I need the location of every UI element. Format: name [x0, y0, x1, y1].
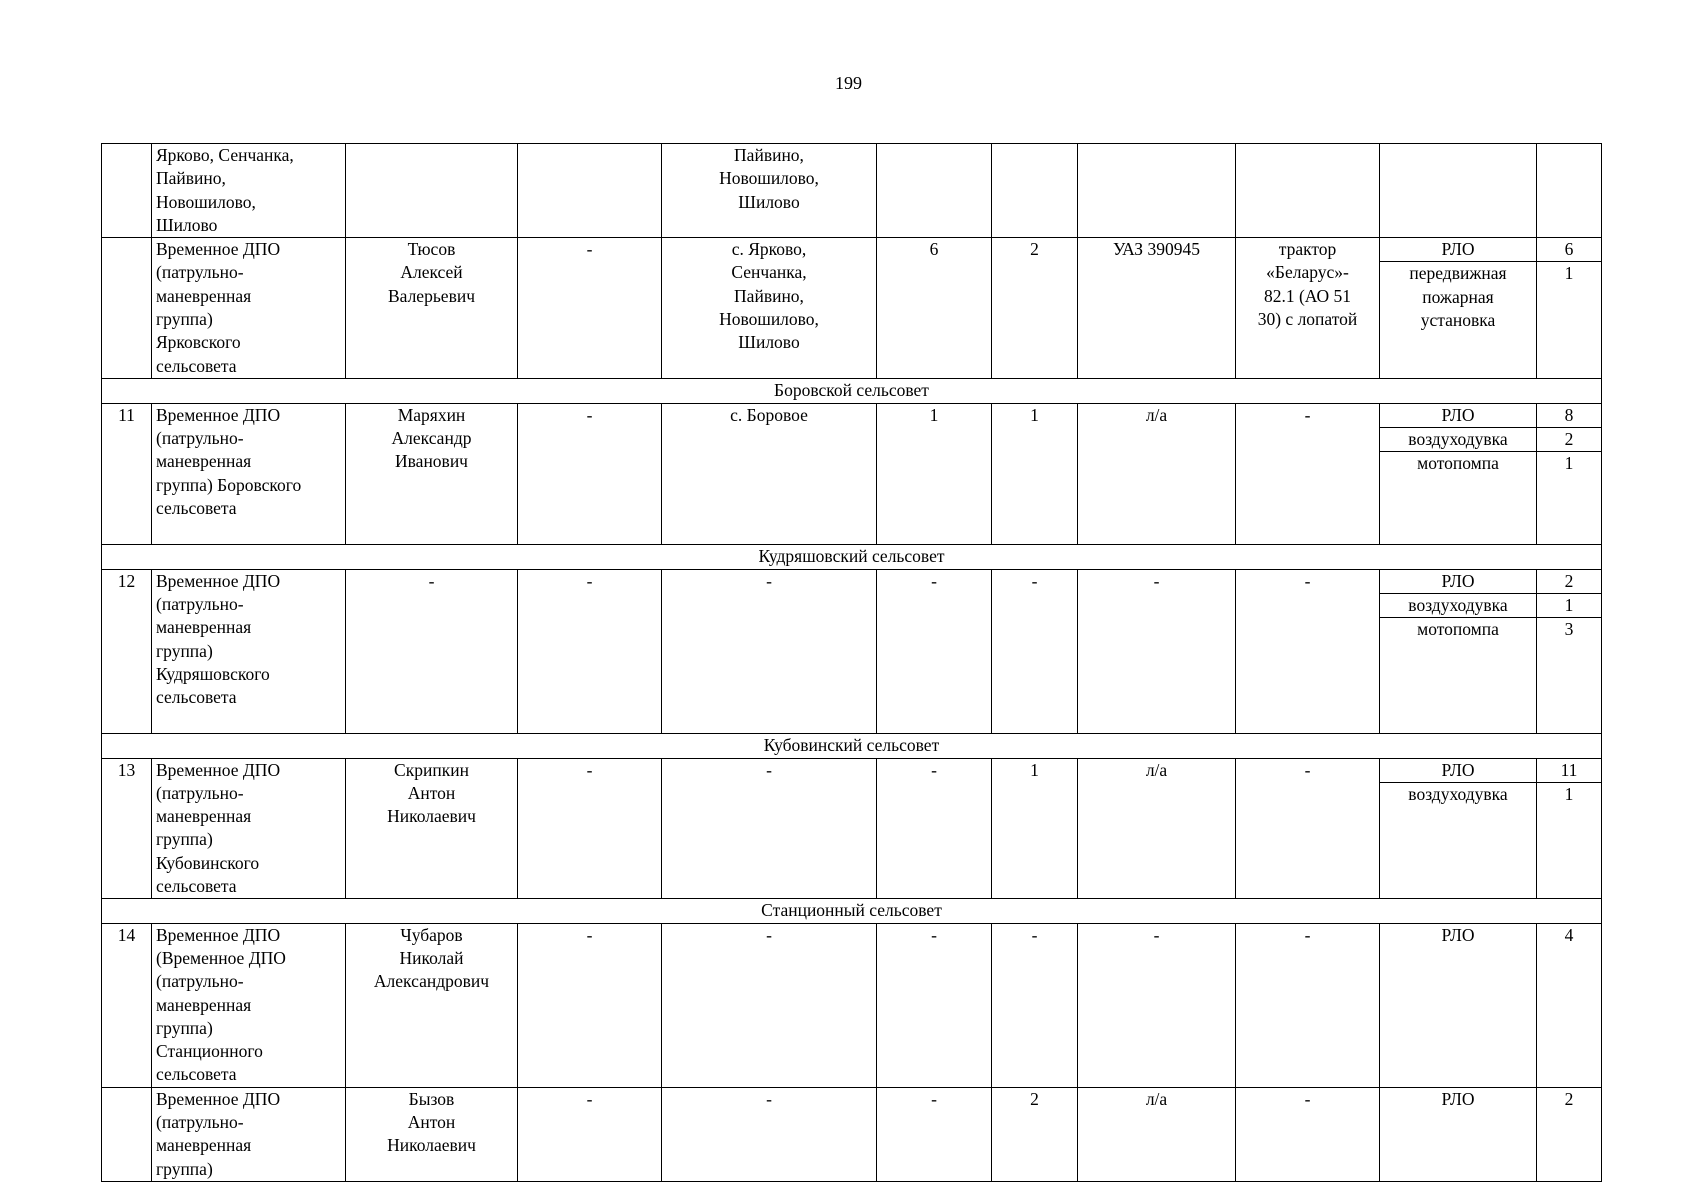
head-name: - [346, 569, 518, 734]
equipment-name: РЛО [1380, 569, 1537, 593]
cell-value: 1 [877, 403, 992, 545]
equipment-qty: 8 [1537, 403, 1602, 427]
equipment-name: РЛО [1380, 1087, 1537, 1181]
section-title: Кудряшовский сельсовет [102, 545, 1602, 569]
cell-value: - [518, 403, 662, 545]
unit-name: Ярково, Сенчанка, Пайвино, Новошилово, Шилово [152, 144, 346, 238]
table-row [102, 238, 1602, 262]
equipment-qty: 6 [1537, 238, 1602, 262]
section-title: Боровской сельсовет [102, 379, 1602, 403]
special-equipment: - [1236, 758, 1380, 899]
section-title: Станционный сельсовет [102, 899, 1602, 923]
cell-value: - [518, 923, 662, 1087]
service-area: - [662, 1087, 877, 1181]
table-row [102, 923, 1602, 1087]
equipment-qty: 3 [1537, 618, 1602, 734]
cell-value: - [518, 758, 662, 899]
equipment-name: воздуходувка [1380, 593, 1537, 617]
unit-name: Временное ДПО (патрульно- маневренная группа) Кубовинского сельсовета [152, 758, 346, 899]
cell-value: - [877, 1087, 992, 1181]
cell-value: - [877, 758, 992, 899]
section-header-row [102, 379, 1602, 403]
table-row [102, 569, 1602, 593]
section-header-row [102, 899, 1602, 923]
row-number: 13 [102, 758, 152, 899]
cell-value: 1 [992, 758, 1078, 899]
page-number: 199 [835, 73, 862, 93]
cell-value: 2 [992, 1087, 1078, 1181]
head-name: Чубаров Николай Александрович [346, 923, 518, 1087]
equipment-qty: 2 [1537, 569, 1602, 593]
equipment-name: РЛО [1380, 758, 1537, 782]
service-area: с. Боровое [662, 403, 877, 545]
equipment-qty: 1 [1537, 262, 1602, 379]
service-area: - [662, 923, 877, 1087]
equipment-name: РЛО [1380, 923, 1537, 1087]
equipment-qty: 1 [1537, 593, 1602, 617]
table-row [102, 144, 1602, 238]
equipment-qty: 1 [1537, 452, 1602, 545]
special-equipment: - [1236, 1087, 1380, 1181]
cell-value: 2 [992, 238, 1078, 379]
equipment-name: воздуходувка [1380, 782, 1537, 898]
special-equipment: - [1236, 923, 1380, 1087]
vehicle: УАЗ 390945 [1078, 238, 1236, 379]
unit-name: Временное ДПО (Временное ДПО (патрульно- маневренная группа) Станционного сельсовета [152, 923, 346, 1087]
service-area: с. Ярково, Сенчанка, Пайвино, Новошилово, Шилово [662, 238, 877, 379]
unit-name: Временное ДПО (патрульно- маневренная группа) Ярковского сельсовета [152, 238, 346, 379]
cell-value: - [518, 238, 662, 379]
table-row [102, 758, 1602, 782]
fire-units-table [101, 143, 1602, 1182]
cell-value: - [518, 1087, 662, 1181]
vehicle: - [1078, 569, 1236, 734]
equipment-name: РЛО [1380, 238, 1537, 262]
cell-value: 1 [992, 403, 1078, 545]
row-number [102, 238, 152, 379]
equipment-qty: 2 [1537, 428, 1602, 452]
vehicle: - [1078, 923, 1236, 1087]
service-area: - [662, 569, 877, 734]
service-area: Пайвино, Новошилово, Шилово [662, 144, 877, 238]
equipment-qty: 1 [1537, 782, 1602, 898]
row-number: 14 [102, 923, 152, 1087]
equipment-name: воздуходувка [1380, 428, 1537, 452]
head-name [346, 144, 518, 238]
equipment-name: РЛО [1380, 403, 1537, 427]
row-number: 11 [102, 403, 152, 545]
section-header-row [102, 545, 1602, 569]
section-title: Кубовинский сельсовет [102, 734, 1602, 758]
service-area: - [662, 758, 877, 899]
equipment-name: передвижная пожарная установка [1380, 262, 1537, 379]
unit-name: Временное ДПО (патрульно- маневренная группа) Кудряшовского сельсовета [152, 569, 346, 734]
cell-value: - [992, 569, 1078, 734]
cell-value: - [877, 569, 992, 734]
vehicle: л/а [1078, 403, 1236, 545]
head-name: Бызов Антон Николаевич [346, 1087, 518, 1181]
equipment-name: мотопомпа [1380, 618, 1537, 734]
row-number [102, 144, 152, 238]
equipment-qty: 4 [1537, 923, 1602, 1087]
head-name: Маряхин Александр Иванович [346, 403, 518, 545]
special-equipment: - [1236, 569, 1380, 734]
vehicle: л/а [1078, 1087, 1236, 1181]
vehicle: л/а [1078, 758, 1236, 899]
special-equipment: - [1236, 403, 1380, 545]
unit-name: Временное ДПО (патрульно- маневренная группа) Боровского сельсовета [152, 403, 346, 545]
equipment-qty: 2 [1537, 1087, 1602, 1181]
row-number: 12 [102, 569, 152, 734]
cell-value: - [992, 923, 1078, 1087]
row-number [102, 1087, 152, 1181]
equipment-name: мотопомпа [1380, 452, 1537, 545]
cell-value: - [518, 569, 662, 734]
cell-value: 6 [877, 238, 992, 379]
cell-value: - [877, 923, 992, 1087]
special-equipment: трактор «Беларус»- 82.1 (АО 51 30) с лопатой [1236, 238, 1380, 379]
table-row [102, 403, 1602, 427]
equipment-qty: 11 [1537, 758, 1602, 782]
unit-name: Временное ДПО (патрульно- маневренная группа) [152, 1087, 346, 1181]
head-name: Скрипкин Антон Николаевич [346, 758, 518, 899]
section-header-row [102, 734, 1602, 758]
head-name: Тюсов Алексей Валерьевич [346, 238, 518, 379]
table-row [102, 1087, 1602, 1181]
